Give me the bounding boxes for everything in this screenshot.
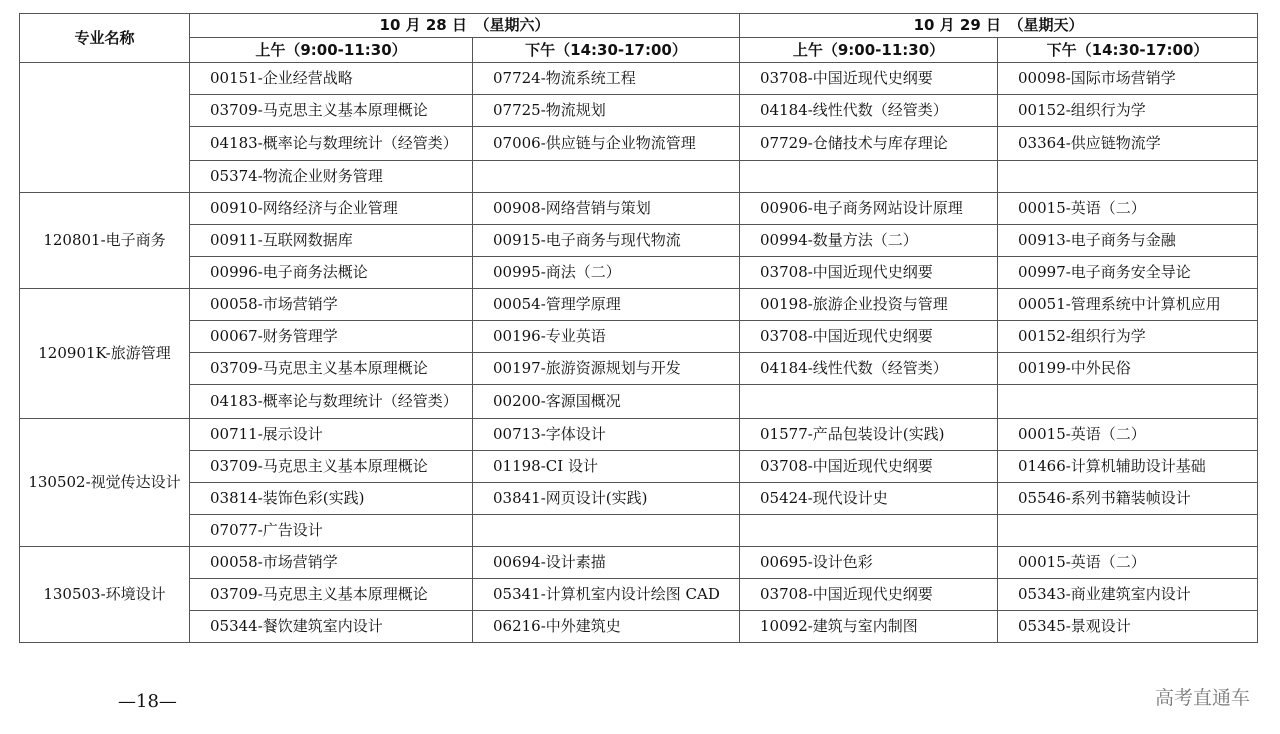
course-cell [998, 515, 1258, 547]
major-name-cell: 130502-视觉传达设计 [20, 419, 190, 547]
course-cell: 00151-企业经营战略 [190, 63, 473, 95]
course-cell: 07006-供应链与企业物流管理 [473, 127, 740, 161]
course-cell: 00197-旅游资源规划与开发 [473, 353, 740, 385]
course-cell: 03814-装饰色彩(实践) [190, 483, 473, 515]
course-cell: 00051-管理系统中计算机应用 [998, 289, 1258, 321]
course-cell: 03708-中国近现代史纲要 [740, 257, 998, 289]
header-row-dates [20, 14, 1258, 38]
course-cell: 05344-餐饮建筑室内设计 [190, 611, 473, 643]
course-cell: 00906-电子商务网站设计原理 [740, 193, 998, 225]
major-name-cell: 120801-电子商务 [20, 193, 190, 289]
major-column-header: 专业名称 [20, 14, 190, 63]
course-cell: 00995-商法（二） [473, 257, 740, 289]
course-cell: 05343-商业建筑室内设计 [998, 579, 1258, 611]
course-cell: 00058-市场营销学 [190, 289, 473, 321]
major-name-cell: 120901K-旅游管理 [20, 289, 190, 419]
table-row [20, 63, 1258, 95]
course-cell: 00711-展示设计 [190, 419, 473, 451]
course-cell [473, 515, 740, 547]
course-cell: 00152-组织行为学 [998, 321, 1258, 353]
course-cell [473, 161, 740, 193]
course-cell: 03708-中国近现代史纲要 [740, 63, 998, 95]
major-name-cell [20, 63, 190, 193]
table-row [20, 451, 1258, 483]
course-cell [740, 385, 998, 419]
course-cell: 03841-网页设计(实践) [473, 483, 740, 515]
course-cell: 00152-组织行为学 [998, 95, 1258, 127]
course-cell: 05345-景观设计 [998, 611, 1258, 643]
course-cell: 04184-线性代数（经管类） [740, 95, 998, 127]
table-row [20, 257, 1258, 289]
course-cell [998, 385, 1258, 419]
course-cell: 00996-电子商务法概论 [190, 257, 473, 289]
course-cell: 01466-计算机辅助设计基础 [998, 451, 1258, 483]
course-cell: 04183-概率论与数理统计（经管类） [190, 385, 473, 419]
course-cell: 03708-中国近现代史纲要 [740, 451, 998, 483]
table-row [20, 353, 1258, 385]
table-row [20, 419, 1258, 451]
course-cell: 00695-设计色彩 [740, 547, 998, 579]
course-cell: 03708-中国近现代史纲要 [740, 321, 998, 353]
course-cell: 00910-网络经济与企业管理 [190, 193, 473, 225]
course-cell: 10092-建筑与室内制图 [740, 611, 998, 643]
course-cell: 00054-管理学原理 [473, 289, 740, 321]
course-cell: 00200-客源国概况 [473, 385, 740, 419]
day2-header: 10 月 29 日 （星期天） [740, 14, 1258, 38]
table-row [20, 579, 1258, 611]
major-name-cell: 130503-环境设计 [20, 547, 190, 643]
course-cell: 00199-中外民俗 [998, 353, 1258, 385]
course-cell: 03709-马克思主义基本原理概论 [190, 579, 473, 611]
course-cell: 00911-互联网数据库 [190, 225, 473, 257]
course-cell: 07729-仓储技术与库存理论 [740, 127, 998, 161]
course-cell: 07724-物流系统工程 [473, 63, 740, 95]
day2-am-header: 上午（9:00-11:30） [740, 38, 998, 63]
table-row [20, 193, 1258, 225]
course-cell: 03709-马克思主义基本原理概论 [190, 353, 473, 385]
course-cell: 00994-数量方法（二） [740, 225, 998, 257]
course-cell: 00196-专业英语 [473, 321, 740, 353]
course-cell: 00713-字体设计 [473, 419, 740, 451]
course-cell: 01198-CI 设计 [473, 451, 740, 483]
course-cell: 00198-旅游企业投资与管理 [740, 289, 998, 321]
table-row [20, 127, 1258, 161]
course-cell: 05424-现代设计史 [740, 483, 998, 515]
course-cell: 00915-电子商务与现代物流 [473, 225, 740, 257]
course-cell: 07725-物流规划 [473, 95, 740, 127]
course-cell: 00067-财务管理学 [190, 321, 473, 353]
exam-schedule-table [19, 13, 1258, 643]
course-cell: 00908-网络营销与策划 [473, 193, 740, 225]
course-cell: 04183-概率论与数理统计（经管类） [190, 127, 473, 161]
day1-am-header: 上午（9:00-11:30） [190, 38, 473, 63]
course-cell: 00694-设计素描 [473, 547, 740, 579]
table-row [20, 385, 1258, 419]
course-cell: 00015-英语（二） [998, 193, 1258, 225]
course-cell: 03709-马克思主义基本原理概论 [190, 451, 473, 483]
course-cell: 04184-线性代数（经管类） [740, 353, 998, 385]
day1-pm-header: 下午（14:30-17:00） [473, 38, 740, 63]
course-cell [740, 515, 998, 547]
day1-header: 10 月 28 日 （星期六） [190, 14, 740, 38]
course-cell: 00098-国际市场营销学 [998, 63, 1258, 95]
table-row [20, 515, 1258, 547]
course-cell: 03709-马克思主义基本原理概论 [190, 95, 473, 127]
course-cell: 05374-物流企业财务管理 [190, 161, 473, 193]
course-cell: 01577-产品包装设计(实践) [740, 419, 998, 451]
table-row [20, 483, 1258, 515]
watermark: 高考直通车 [1154, 687, 1250, 709]
table-row [20, 289, 1258, 321]
course-cell: 07077-广告设计 [190, 515, 473, 547]
table-row [20, 225, 1258, 257]
page-number: —18— [118, 691, 177, 712]
course-cell: 00015-英语（二） [998, 419, 1258, 451]
course-cell: 00058-市场营销学 [190, 547, 473, 579]
table-row [20, 161, 1258, 193]
table-row [20, 95, 1258, 127]
course-cell: 05341-计算机室内设计绘图 CAD [473, 579, 740, 611]
table-row [20, 321, 1258, 353]
header-row-sessions [20, 38, 1258, 63]
course-cell: 00913-电子商务与金融 [998, 225, 1258, 257]
table-row [20, 547, 1258, 579]
course-cell [998, 161, 1258, 193]
course-cell: 05546-系列书籍装帧设计 [998, 483, 1258, 515]
course-cell: 00015-英语（二） [998, 547, 1258, 579]
table-row [20, 611, 1258, 643]
course-cell: 03708-中国近现代史纲要 [740, 579, 998, 611]
course-cell [740, 161, 998, 193]
course-cell: 06216-中外建筑史 [473, 611, 740, 643]
table-body [20, 63, 1258, 643]
day2-pm-header: 下午（14:30-17:00） [998, 38, 1258, 63]
course-cell: 00997-电子商务安全导论 [998, 257, 1258, 289]
course-cell: 03364-供应链物流学 [998, 127, 1258, 161]
table-header [20, 14, 1258, 63]
